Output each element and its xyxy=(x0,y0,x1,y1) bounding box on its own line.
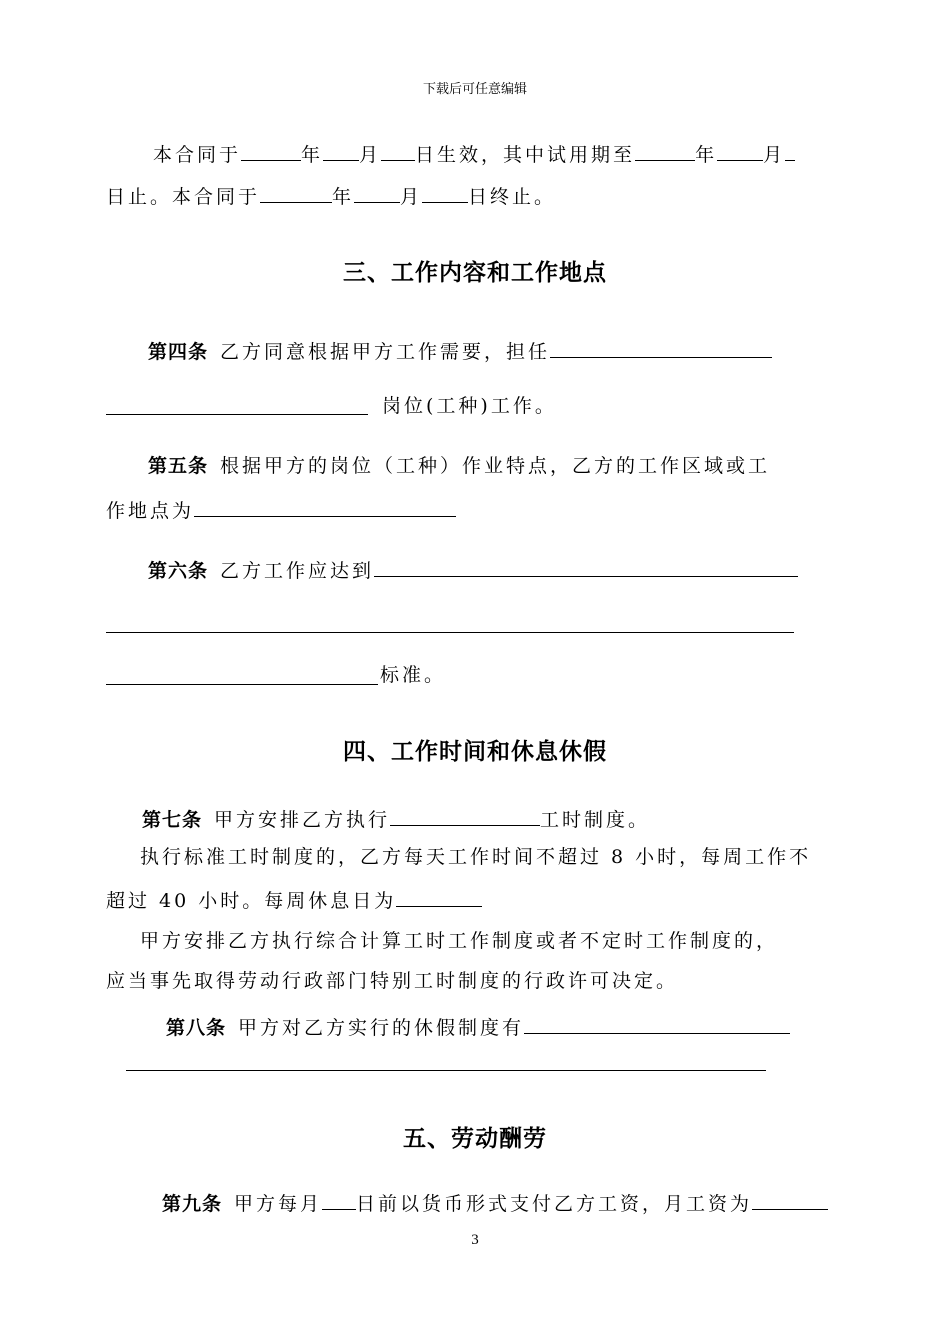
effective-line-2: 日止。本合同于 年 月 日终止。 xyxy=(106,182,556,209)
blank-start-month[interactable] xyxy=(323,140,359,161)
blank-rest-day[interactable] xyxy=(396,886,482,907)
article-6-tail: 标准。 xyxy=(380,664,447,686)
blank-position-cont[interactable] xyxy=(106,414,368,415)
paragraph-standard-hours: 执行标准工时制度的，乙方每天工作时间不超过 8 小时，每周工作不 xyxy=(140,846,812,868)
blank-leave-policy-cont[interactable] xyxy=(126,1070,766,1071)
article-6-label: 第六条 xyxy=(148,560,209,582)
paragraph-flexible-hours: 甲方安排乙方执行综合计算工时工作制度或者不定时工作制度的， xyxy=(140,930,779,952)
article-4-label: 第四条 xyxy=(148,341,209,363)
section-5-title: 五、劳动酬劳 xyxy=(403,1126,547,1152)
blank-end-day[interactable] xyxy=(422,182,468,203)
effective-line-1: 本合同于 年 月 日生效，其中试用期至 年 月 xyxy=(153,140,795,167)
section-4-title: 四、工作时间和休息休假 xyxy=(343,739,607,765)
article-8-label: 第八条 xyxy=(166,1017,227,1039)
blank-leave-policy[interactable] xyxy=(524,1013,790,1034)
article-7: 第七条 甲方安排乙方执行 工时制度。 xyxy=(142,805,650,832)
blank-probation-day[interactable] xyxy=(785,140,795,161)
blank-work-standard-cont2[interactable] xyxy=(106,684,378,685)
blank-end-year[interactable] xyxy=(260,182,332,203)
article-7-label: 第七条 xyxy=(142,809,203,831)
blank-probation-year[interactable] xyxy=(635,140,695,161)
blank-probation-month[interactable] xyxy=(717,140,763,161)
blank-work-location[interactable] xyxy=(194,496,456,517)
blank-start-year[interactable] xyxy=(241,140,301,161)
blank-end-month[interactable] xyxy=(354,182,400,203)
blank-start-day[interactable] xyxy=(381,140,415,161)
page-number: 3 xyxy=(471,1232,479,1248)
article-9-label: 第九条 xyxy=(162,1193,223,1215)
article-6: 第六条 乙方工作应达到 xyxy=(148,556,798,583)
article-4-tail: 岗位(工种)工作。 xyxy=(382,395,557,417)
blank-position[interactable] xyxy=(550,337,772,358)
page-header: 下载后可任意编辑 xyxy=(422,82,527,97)
article-8: 第八条 甲方对乙方实行的休假制度有 xyxy=(166,1013,790,1040)
article-4: 第四条 乙方同意根据甲方工作需要，担任 xyxy=(148,337,772,364)
paragraph-flexible-hours-cont: 应当事先取得劳动行政部门特别工时制度的行政许可决定。 xyxy=(106,970,679,992)
blank-work-standard[interactable] xyxy=(374,556,798,577)
section-3-title: 三、工作内容和工作地点 xyxy=(343,260,607,286)
article-5-cont: 作地点为 xyxy=(106,496,456,523)
blank-hours-system[interactable] xyxy=(390,805,540,826)
paragraph-standard-hours-cont: 超过 40 小时。每周休息日为 xyxy=(106,886,482,913)
article-5-label: 第五条 xyxy=(148,455,209,477)
article-9: 第九条 甲方每月 日前以货币形式支付乙方工资，月工资为 xyxy=(162,1189,828,1216)
blank-pay-day[interactable] xyxy=(322,1189,356,1210)
article-5: 第五条 根据甲方的岗位（工种）作业特点，乙方的工作区域或工 xyxy=(148,455,771,477)
blank-monthly-salary[interactable] xyxy=(752,1189,828,1210)
blank-work-standard-cont[interactable] xyxy=(106,632,794,633)
